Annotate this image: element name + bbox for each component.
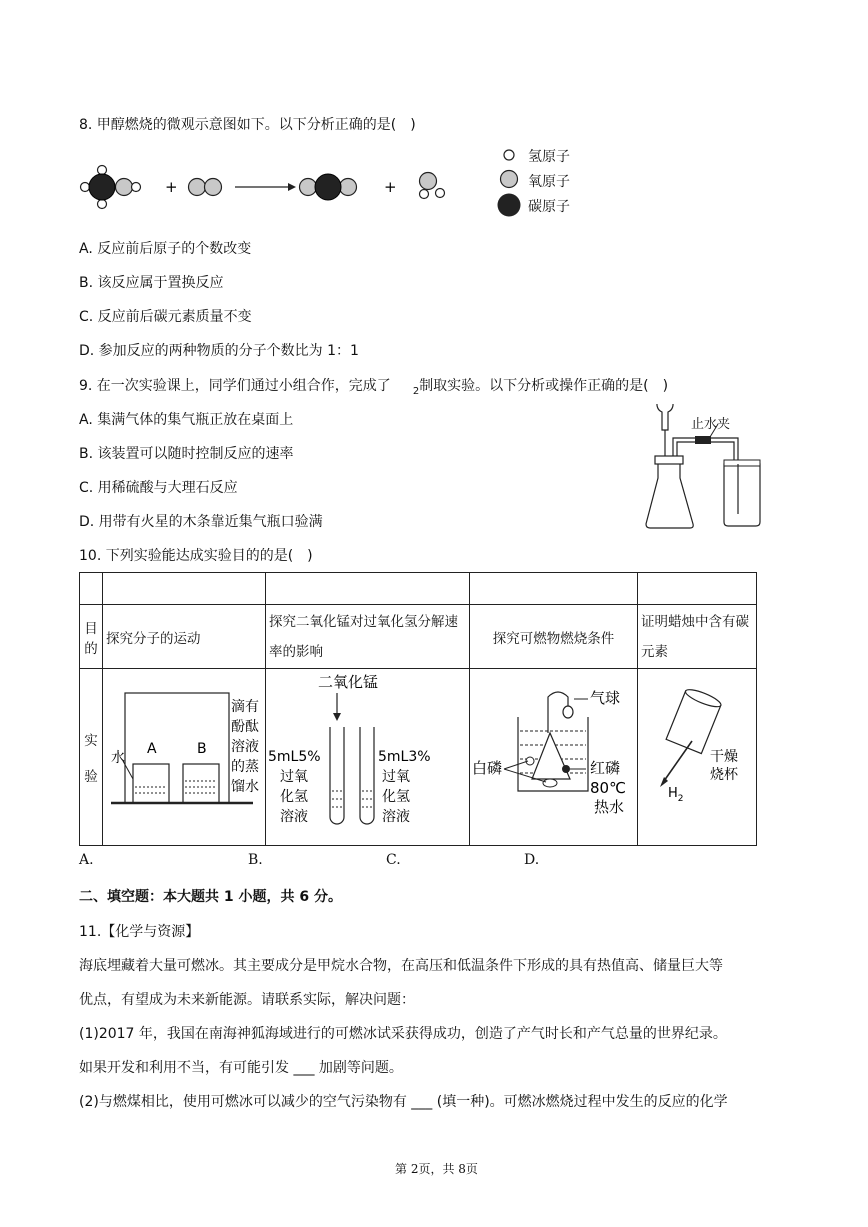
q9-option-b: B. 该装置可以随时控制反应的速率 [79,446,294,462]
legend-carbon: 碳原子 [528,199,570,215]
stop-clamp-label: 止水夹 [691,417,731,432]
q9-option-c: C. 用稀硫酸与大理石反应 [79,480,238,496]
svg-text:化氢: 化氢 [280,789,308,805]
q11-part2-line1: (2)与燃煤相比，使用可燃冰可以减少的空气污染物有 ___ (填一种)。可燃冰燃烧过程中发生的反应的化学 [79,1094,728,1110]
q10-option-c: C. [386,852,401,868]
svg-text:馏水: 馏水 [231,779,259,795]
reaction-arrow [235,183,296,191]
svg-text:干燥: 干燥 [710,749,738,765]
svg-text:化氢: 化氢 [382,789,410,805]
q8-option-d: D. 参加反应的两种物质的分子个数比为 1：1 [79,343,359,359]
plus-sign: + [165,178,178,196]
svg-text:溶液: 溶液 [382,809,410,825]
oxygen-molecule [189,179,222,196]
q8-stem: 8. 甲醇燃烧的微观示意图如下。以下分析正确的是( ) [79,117,416,133]
svg-text:80℃: 80℃ [590,779,626,797]
purpose-b: 探究二氧化锰对过氧化氢分解速率的影响 [266,605,470,669]
methanol-molecule [81,166,141,209]
q11-intro-line2: 优点，有望成为未来新能源。请联系实际，解决问题： [79,992,415,1008]
q10-option-d: D. [524,852,540,868]
experiment-a-figure [103,669,265,841]
experiment-c-cell [470,669,638,846]
table-purpose-row [80,605,757,669]
q8-option-c: C. 反应前后碳元素质量不变 [79,309,252,325]
svg-text:B: B [197,741,207,757]
q8-legend-symbols [495,142,525,222]
legend-oxygen: 氧原子 [528,174,570,190]
co2-molecule [300,174,357,200]
water-molecule [420,173,445,199]
svg-text:热水: 热水 [594,798,625,816]
svg-text:烧杯: 烧杯 [710,767,738,783]
svg-text:A: A [147,741,157,757]
purpose-label: 目 的 [80,605,103,669]
q10-stem: 10. 下列实验能达成实验目的的是( ) [79,548,313,564]
svg-text:的蒸: 的蒸 [231,759,259,775]
svg-text:H2: $H_2$ [668,786,684,804]
purpose-d: 证明蜡烛中含有碳元素 [638,605,757,669]
svg-text:白磷: 白磷 [472,759,503,777]
q9-stem: 9. 在一次实验课上，同学们通过小组合作，完成了 $_2$制取实验。以下分析或操作正确的是( ) [79,378,669,397]
table-header-row [80,573,757,605]
svg-text:滴有: 滴有 [231,699,259,715]
q10-option-b: B. [248,852,263,868]
svg-text:溶液: 溶液 [231,739,259,755]
svg-text:过氧: 过氧 [382,769,410,785]
q8-option-a: A. 反应前后原子的个数改变 [79,241,252,257]
svg-text:溶液: 溶液 [280,809,308,825]
experiment-b-figure [266,669,469,841]
q11-part1-line2: 如果开发和利用不当，有可能引发 ___ 加剧等问题。 [79,1060,403,1076]
table-experiment-row [80,669,757,846]
svg-text:5mL5%: 5mL5% [268,749,321,765]
experiment-a-cell [103,669,266,846]
section-2-title: 二、填空题：本大题共 1 小题，共 6 分。 [79,889,342,905]
svg-text:酚酞: 酚酞 [231,719,259,735]
svg-text:过氧: 过氧 [280,769,308,785]
experiment-b-cell [266,669,470,846]
svg-text:5mL3%: 5mL3% [378,749,431,765]
svg-text:二氧化锰: 二氧化锰 [318,673,379,691]
experiment-d-cell [638,669,757,846]
q9-option-a: A. 集满气体的集气瓶正放在桌面上 [79,412,294,428]
purpose-a: 探究分子的运动 [103,605,266,669]
plus-sign-2: + [384,178,397,196]
q10-option-a: A. [79,852,94,868]
q8-option-b: B. 该反应属于置换反应 [79,275,224,291]
q11-part1-line1: (1)2017 年，我国在南海神狐海域进行的可燃冰试采获得成功，创造了产气时长和产气总量的世界纪录。 [79,1026,727,1042]
q10-experiment-table [79,572,757,846]
experiment-label: 实 验 [80,669,103,846]
experiment-d-figure [638,669,756,841]
svg-text:红磷: 红磷 [590,759,621,777]
purpose-c: 探究可燃物燃烧条件 [470,605,638,669]
svg-text:水: 水 [111,750,125,766]
q11-title: 11.【化学与资源】 [79,924,200,940]
q11-intro-line1: 海底埋藏着大量可燃冰。其主要成分是甲烷水合物，在高压和低温条件下形成的具有热值高、储量巨大等 [79,958,723,974]
legend-hydrogen: 氢原子 [528,149,570,165]
svg-text:气球: 气球 [590,689,621,707]
page-footer: 第 2页，共 8页 [395,1162,478,1176]
experiment-c-figure [470,669,637,841]
q9-option-d: D. 用带有火星的木条靠近集气瓶口验满 [79,514,323,530]
